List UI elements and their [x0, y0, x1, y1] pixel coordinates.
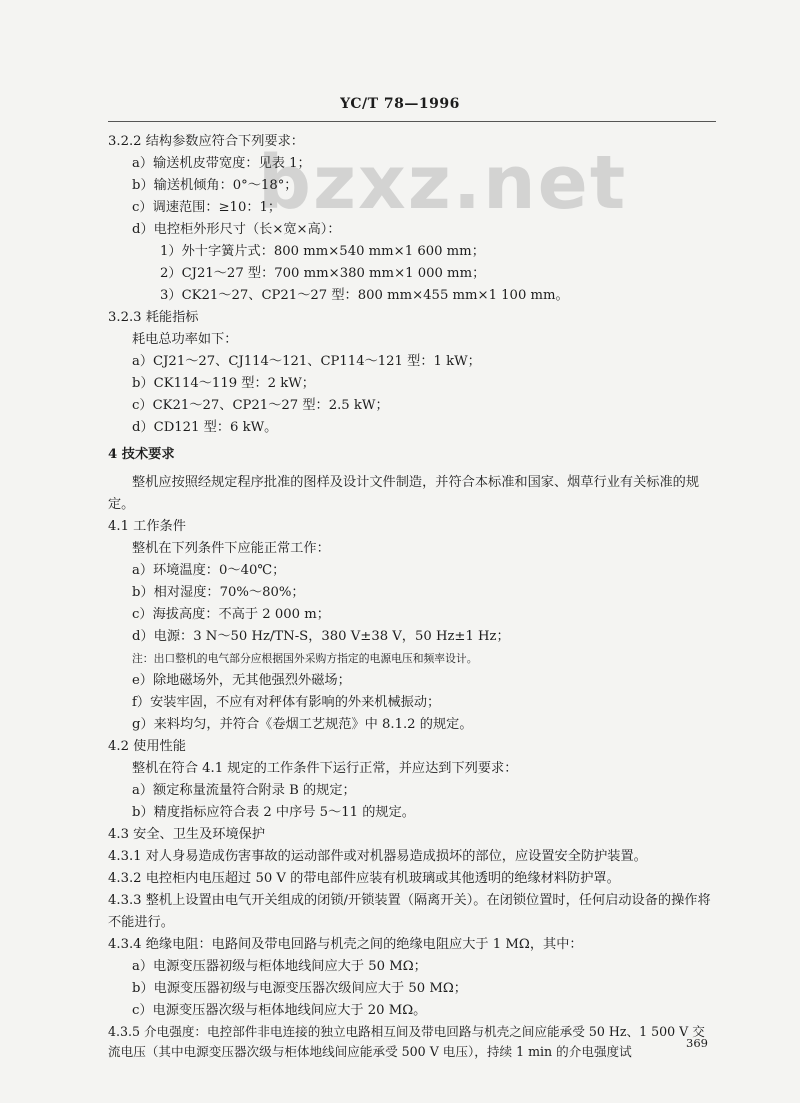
clause-3-2-2: 3.2.2 结构参数应符合下列要求：: [108, 134, 304, 149]
paragraph: 耗电总功率如下：: [132, 332, 238, 347]
list-item: d）电源：3 N～50 Hz/TN-S，380 V±38 V，50 Hz±1 Hz；: [132, 629, 510, 644]
clause-4-1: 4.1 工作条件: [108, 519, 186, 534]
paragraph: 整机应按照经规定程序批准的图样及设计文件制造，并符合本标准和国家、烟草行业有关标准的规定。: [108, 475, 700, 512]
clause-4-2: 4.2 使用性能: [108, 739, 186, 754]
list-item: c）CK21～27、CP21～27 型：2.5 kW；: [132, 398, 389, 413]
list-item: a）环境温度：0～40℃；: [132, 563, 286, 578]
list-item: d）电控柜外形尺寸（长×宽×高）：: [132, 222, 341, 237]
list-item: b）CK114～119 型：2 kW；: [132, 376, 315, 391]
list-item: b）输送机倾角：0°～18°；: [132, 178, 298, 193]
clause-4-3: 4.3 安全、卫生及环境保护: [108, 827, 266, 842]
list-item: c）电源变压器次级与柜体地线间应大于 20 MΩ。: [132, 1003, 427, 1018]
clause-3-2-3: 3.2.3 耗能指标: [108, 310, 199, 325]
list-item: d）CD121 型：6 kW。: [132, 420, 278, 435]
list-item: a）输送机皮带宽度：见表 1；: [132, 156, 311, 171]
list-item: c）海拔高度：不高于 2 000 m；: [132, 607, 330, 622]
clause-4-3-5: 4.3.5 介电强度：电控部件非电连接的独立电路相互间及带电回路与机壳之间应能承受 50 Hz、1 500 V 交流电压（其中电源变压器次级与柜体地线间应能承受 500 V 电压），持续 1 min 的介电强度试: [108, 1024, 705, 1059]
page-number: 369: [686, 1036, 708, 1050]
list-item: b）相对湿度：70%～80%；: [132, 585, 305, 600]
list-item: a）额定称量流量符合附录 B 的规定；: [132, 783, 356, 798]
standard-code-header: YC/T 78—1996: [340, 96, 460, 112]
list-item: e）除地磁场外，无其他强烈外磁场；: [132, 673, 351, 688]
clause-4-3-1: 4.3.1 对人身易造成伤害事故的运动部件或对机器易造成损坏的部位，应设置安全防护装置。: [108, 849, 647, 864]
clause-4-3-3: 4.3.3 整机上设置由电气开关组成的闭锁/开锁装置（隔离开关）。在闭锁位置时，任何启动设备的操作将不能进行。: [108, 893, 711, 930]
watermark: bzxz.net: [258, 140, 628, 226]
list-item: c）调速范围：≥10：1；: [132, 200, 282, 215]
sub-list-item: 2）CJ21～27 型：700 mm×380 mm×1 000 mm；: [160, 266, 486, 281]
list-item: a）电源变压器初级与柜体地线间应大于 50 MΩ；: [132, 959, 427, 974]
list-item: a）CJ21～27、CJ114～121、CP114～121 型：1 kW；: [132, 354, 481, 369]
paragraph: 整机在符合 4.1 规定的工作条件下运行正常，并应达到下列要求：: [132, 761, 518, 776]
paragraph: 整机在下列条件下应能正常工作：: [132, 541, 330, 556]
list-item: b）电源变压器初级与电源变压器次级间应大于 50 MΩ；: [132, 981, 467, 996]
list-item: g）来料均匀，并符合《卷烟工艺规范》中 8.1.2 的规定。: [132, 717, 473, 732]
list-item: f）安装牢固，不应有对秤体有影响的外来机械振动；: [132, 695, 441, 710]
sub-list-item: 1）外十字簧片式：800 mm×540 mm×1 600 mm；: [160, 244, 485, 259]
clause-4-3-2: 4.3.2 电控柜内电压超过 50 V 的带电部件应装有机玻璃或其他透明的绝缘材料防护罩。: [108, 871, 620, 886]
list-item: b）精度指标应符合表 2 中序号 5～11 的规定。: [132, 805, 415, 820]
header-rule: [108, 121, 716, 122]
section-heading-4: 4 技术要求: [108, 447, 175, 462]
note: 注：出口整机的电气部分应根据国外采购方指定的电源电压和频率设计。: [132, 652, 478, 665]
sub-list-item: 3）CK21～27、CP21～27 型：800 mm×455 mm×1 100 mm。: [160, 288, 569, 303]
clause-4-3-4: 4.3.4 绝缘电阻：电路间及带电回路与机壳之间的绝缘电阻应大于 1 MΩ，其中：: [108, 937, 583, 952]
